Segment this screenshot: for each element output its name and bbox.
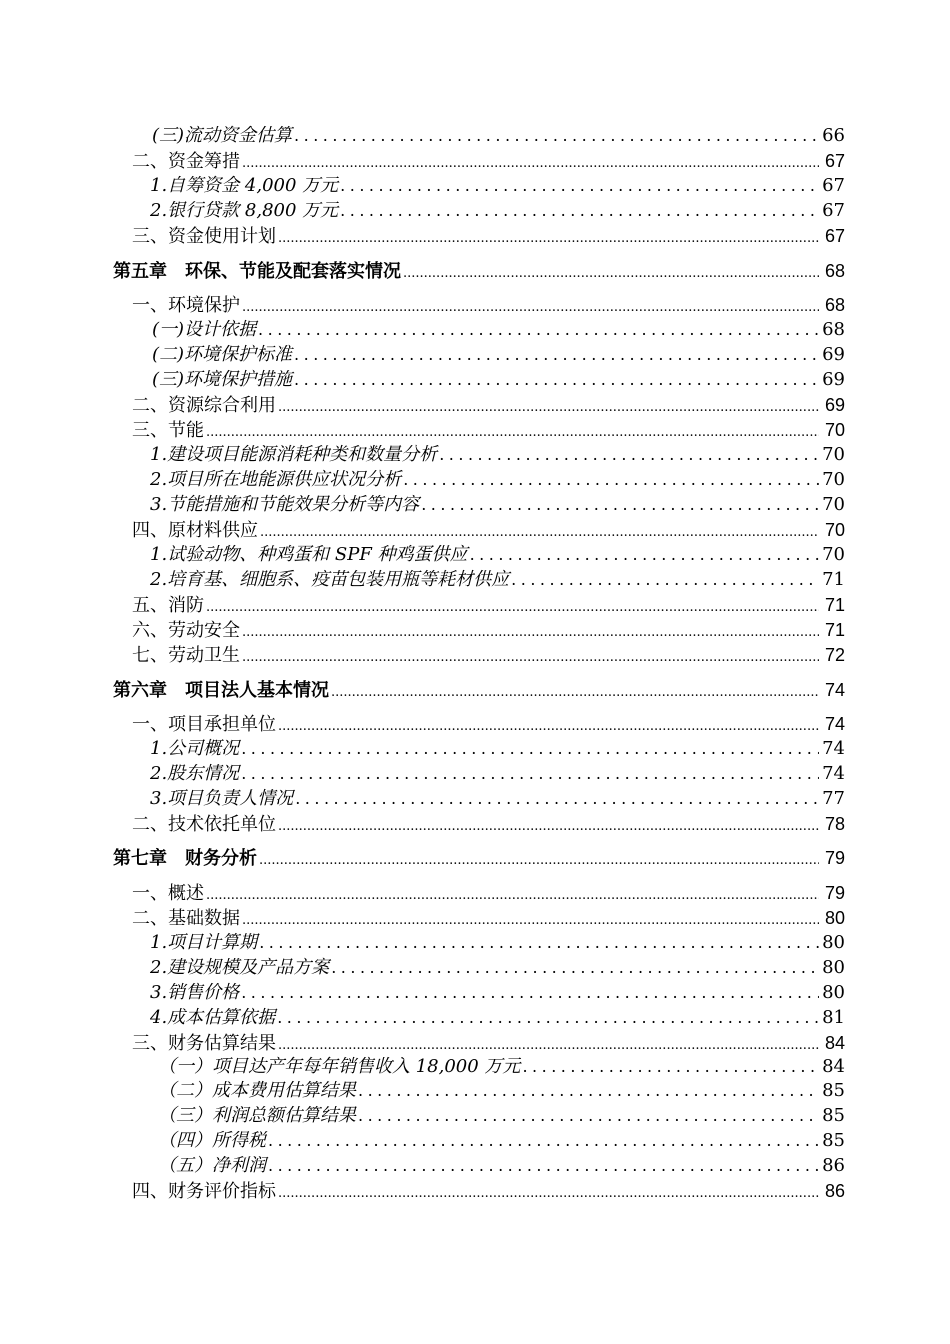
toc-entry[interactable] bbox=[0, 1129, 950, 1153]
dot-leader bbox=[259, 849, 819, 873]
toc-entry[interactable] bbox=[0, 787, 950, 811]
toc-chapter-label: 第七章 财务分析 bbox=[113, 848, 257, 869]
toc-entry-label: 三、资金使用计划 bbox=[132, 226, 276, 247]
dot-leader bbox=[403, 468, 819, 492]
toc-page-number: 71 bbox=[824, 595, 845, 615]
toc-entry[interactable] bbox=[0, 1079, 950, 1103]
toc-entry-label: 1.自筹资金 4,000 万元 bbox=[150, 175, 339, 196]
toc-page-number: 85 bbox=[822, 1130, 845, 1151]
toc-entry-label: 2.银行贷款 8,800 万元 bbox=[150, 200, 339, 221]
toc-entry-label: 4.成本估算依据 bbox=[150, 1007, 276, 1028]
toc-entry-label: 1.建设项目能源消耗种类和数量分析 bbox=[150, 444, 438, 465]
toc-entry[interactable] bbox=[0, 174, 950, 198]
toc-page-number: 86 bbox=[824, 1181, 845, 1201]
toc-page-number: 72 bbox=[824, 645, 845, 665]
dot-leader bbox=[403, 262, 819, 286]
dot-leader bbox=[242, 621, 819, 645]
dot-leader bbox=[294, 368, 819, 392]
toc-entry[interactable] bbox=[0, 393, 950, 417]
toc-page-number: 70 bbox=[824, 520, 845, 540]
dot-leader bbox=[241, 737, 819, 761]
toc-chapter-entry[interactable] bbox=[0, 846, 950, 870]
toc-page-number: 68 bbox=[822, 319, 845, 340]
dot-leader bbox=[242, 296, 819, 320]
toc-entry-label: 2.培育基、细胞系、疫苗包装用瓶等耗材供应 bbox=[150, 569, 510, 590]
toc-page-number: 69 bbox=[822, 369, 845, 390]
toc-entry[interactable] bbox=[0, 762, 950, 786]
toc-entry[interactable] bbox=[0, 1179, 950, 1203]
toc-entry[interactable] bbox=[0, 568, 950, 592]
toc-page-number: 86 bbox=[822, 1155, 845, 1176]
toc-chapter-label: 第六章 项目法人基本情况 bbox=[113, 680, 329, 701]
toc-entry[interactable] bbox=[0, 1154, 950, 1178]
toc-entry[interactable] bbox=[0, 931, 950, 955]
toc-page-number: 80 bbox=[822, 957, 845, 978]
dot-leader bbox=[331, 956, 819, 980]
toc-entry[interactable] bbox=[0, 1055, 950, 1079]
dot-leader bbox=[278, 396, 819, 420]
toc-entry[interactable] bbox=[0, 543, 950, 567]
dot-leader bbox=[278, 1182, 819, 1206]
dot-leader bbox=[242, 152, 819, 176]
toc-page-number: 69 bbox=[824, 395, 845, 415]
dot-leader bbox=[278, 815, 819, 839]
toc-entry[interactable] bbox=[0, 981, 950, 1005]
dot-leader bbox=[358, 1104, 819, 1128]
toc-page-number: 80 bbox=[822, 982, 845, 1003]
dot-leader bbox=[241, 981, 819, 1005]
dot-leader bbox=[331, 681, 819, 705]
toc-page-number: 84 bbox=[824, 1033, 845, 1053]
toc-entry-label: (三)流动资金估算 bbox=[152, 125, 293, 146]
toc-entry[interactable] bbox=[0, 418, 950, 442]
toc-entry-label: 二、技术依托单位 bbox=[132, 814, 276, 835]
toc-entry-label: 三、财务估算结果 bbox=[132, 1033, 276, 1054]
toc-page-number: 74 bbox=[822, 763, 845, 784]
dot-leader bbox=[278, 227, 819, 251]
toc-page-number: 70 bbox=[822, 469, 845, 490]
toc-entry-label: 一、环境保护 bbox=[132, 295, 240, 316]
toc-page-number: 85 bbox=[822, 1080, 845, 1101]
toc-page-number: 67 bbox=[822, 200, 845, 221]
dot-leader bbox=[206, 884, 819, 908]
toc-entry-label: 3.节能措施和节能效果分析等内容 bbox=[150, 494, 420, 515]
toc-entry[interactable] bbox=[0, 737, 950, 761]
toc-page-number: 78 bbox=[824, 814, 845, 834]
dot-leader bbox=[421, 493, 819, 517]
toc-page-number: 85 bbox=[822, 1105, 845, 1126]
dot-leader bbox=[294, 124, 819, 148]
toc-entry-label: 七、劳动卫生 bbox=[132, 645, 240, 666]
dot-leader bbox=[522, 1055, 819, 1079]
toc-entry[interactable] bbox=[0, 343, 950, 367]
toc-page-number: 74 bbox=[824, 714, 845, 734]
dot-leader bbox=[206, 421, 819, 445]
toc-entry[interactable] bbox=[0, 812, 950, 836]
toc-page-number: 69 bbox=[822, 344, 845, 365]
dot-leader bbox=[260, 521, 819, 545]
toc-chapter-entry[interactable] bbox=[0, 678, 950, 702]
toc-entry[interactable] bbox=[0, 149, 950, 173]
toc-entry[interactable] bbox=[0, 318, 950, 342]
dot-leader bbox=[340, 174, 819, 198]
toc-entry-label: 四、原材料供应 bbox=[132, 520, 258, 541]
toc-page-number: 81 bbox=[822, 1007, 845, 1028]
dot-leader bbox=[268, 1129, 819, 1153]
toc-page-number: 70 bbox=[822, 444, 845, 465]
dot-leader bbox=[242, 646, 819, 670]
toc-entry-label: 一、项目承担单位 bbox=[132, 714, 276, 735]
toc-entry-label: （五）净利润 bbox=[158, 1155, 266, 1176]
toc-entry[interactable] bbox=[0, 468, 950, 492]
toc-page-number: 66 bbox=[822, 125, 845, 146]
toc-entry-label: 二、资源综合利用 bbox=[132, 395, 276, 416]
toc-entry-label: 2.建设规模及产品方案 bbox=[150, 957, 330, 978]
toc-page-number: 80 bbox=[822, 932, 845, 953]
toc-entry[interactable] bbox=[0, 518, 950, 542]
toc-page-number: 77 bbox=[822, 788, 845, 809]
toc-entry-label: (二)环境保护标准 bbox=[152, 344, 293, 365]
dot-leader bbox=[278, 715, 819, 739]
dot-leader bbox=[340, 199, 819, 223]
toc-page-number: 68 bbox=[824, 295, 845, 315]
toc-entry[interactable] bbox=[0, 618, 950, 642]
dot-leader bbox=[258, 318, 819, 342]
toc-entry-label: (一)设计依据 bbox=[152, 319, 257, 340]
toc-entry[interactable] bbox=[0, 956, 950, 980]
toc-entry-label: 2.股东情况 bbox=[150, 763, 240, 784]
toc-entry-label: （四）所得税 bbox=[158, 1130, 266, 1151]
dot-leader bbox=[358, 1079, 819, 1103]
toc-page-number: 80 bbox=[824, 908, 845, 928]
toc-entry-label: 3.项目负责人情况 bbox=[150, 788, 294, 809]
toc-page-number: 74 bbox=[824, 680, 845, 700]
toc-entry-label: 1.试验动物、种鸡蛋和 SPF 种鸡蛋供应 bbox=[150, 544, 468, 565]
toc-entry[interactable] bbox=[0, 224, 950, 248]
toc-page-number: 84 bbox=[822, 1056, 845, 1077]
toc-entry-label: 3.销售价格 bbox=[150, 982, 240, 1003]
dot-leader bbox=[268, 1154, 819, 1178]
toc-page-number: 79 bbox=[824, 883, 845, 903]
dot-leader bbox=[242, 909, 819, 933]
dot-leader bbox=[439, 443, 819, 467]
toc-entry-label: 二、基础数据 bbox=[132, 908, 240, 929]
toc-page-number: 67 bbox=[824, 226, 845, 246]
toc-entry-label: （三）利润总额估算结果 bbox=[158, 1105, 356, 1126]
toc-entry[interactable] bbox=[0, 1031, 950, 1055]
toc-entry-label: (三)环境保护措施 bbox=[152, 369, 293, 390]
toc-entry-label: （二）成本费用估算结果 bbox=[158, 1080, 356, 1101]
toc-entry[interactable] bbox=[0, 881, 950, 905]
toc-entry-label: （一）项目达产年每年销售收入 18,000 万元 bbox=[158, 1056, 521, 1077]
toc-page-number: 70 bbox=[824, 420, 845, 440]
dot-leader bbox=[511, 568, 819, 592]
dot-leader bbox=[470, 543, 819, 567]
toc-entry[interactable] bbox=[0, 493, 950, 517]
toc-page-number: 71 bbox=[824, 620, 845, 640]
toc-entry[interactable] bbox=[0, 293, 950, 317]
toc-page-number: 70 bbox=[822, 494, 845, 515]
toc-page-number: 67 bbox=[822, 175, 845, 196]
toc-page-number: 74 bbox=[822, 738, 845, 759]
toc-entry-label: 一、概述 bbox=[132, 883, 204, 904]
dot-leader bbox=[277, 1006, 819, 1030]
dot-leader bbox=[241, 762, 819, 786]
toc-page-number: 68 bbox=[824, 261, 845, 281]
toc-entry[interactable] bbox=[0, 712, 950, 736]
toc-entry[interactable] bbox=[0, 368, 950, 392]
dot-leader bbox=[295, 787, 819, 811]
toc-page-number: 79 bbox=[824, 848, 845, 868]
toc-entry[interactable] bbox=[0, 593, 950, 617]
toc-page-number: 67 bbox=[824, 151, 845, 171]
toc-entry[interactable] bbox=[0, 199, 950, 223]
dot-leader bbox=[294, 343, 819, 367]
dot-leader bbox=[259, 931, 819, 955]
toc-chapter-label: 第五章 环保、节能及配套落实情况 bbox=[113, 261, 401, 282]
toc-entry-label: 六、劳动安全 bbox=[132, 620, 240, 641]
toc-entry-label: 二、资金筹措 bbox=[132, 151, 240, 172]
toc-entry-label: 1.项目计算期 bbox=[150, 932, 258, 953]
dot-leader bbox=[206, 596, 819, 620]
toc-page-number: 71 bbox=[822, 569, 845, 590]
toc-entry-label: 五、消防 bbox=[132, 595, 204, 616]
toc-entry-label: 1.公司概况 bbox=[150, 738, 240, 759]
toc-entry[interactable] bbox=[0, 443, 950, 467]
toc-entry[interactable] bbox=[0, 124, 950, 148]
toc-entry[interactable] bbox=[0, 643, 950, 667]
toc-entry[interactable] bbox=[0, 1006, 950, 1030]
toc-entry[interactable] bbox=[0, 1104, 950, 1128]
toc-entry[interactable] bbox=[0, 906, 950, 930]
toc-chapter-entry[interactable] bbox=[0, 259, 950, 283]
toc-entry-label: 四、财务评价指标 bbox=[132, 1181, 276, 1202]
toc-page-number: 70 bbox=[822, 544, 845, 565]
toc-entry-label: 2.项目所在地能源供应状况分析 bbox=[150, 469, 402, 490]
toc-entry-label: 三、节能 bbox=[132, 420, 204, 441]
